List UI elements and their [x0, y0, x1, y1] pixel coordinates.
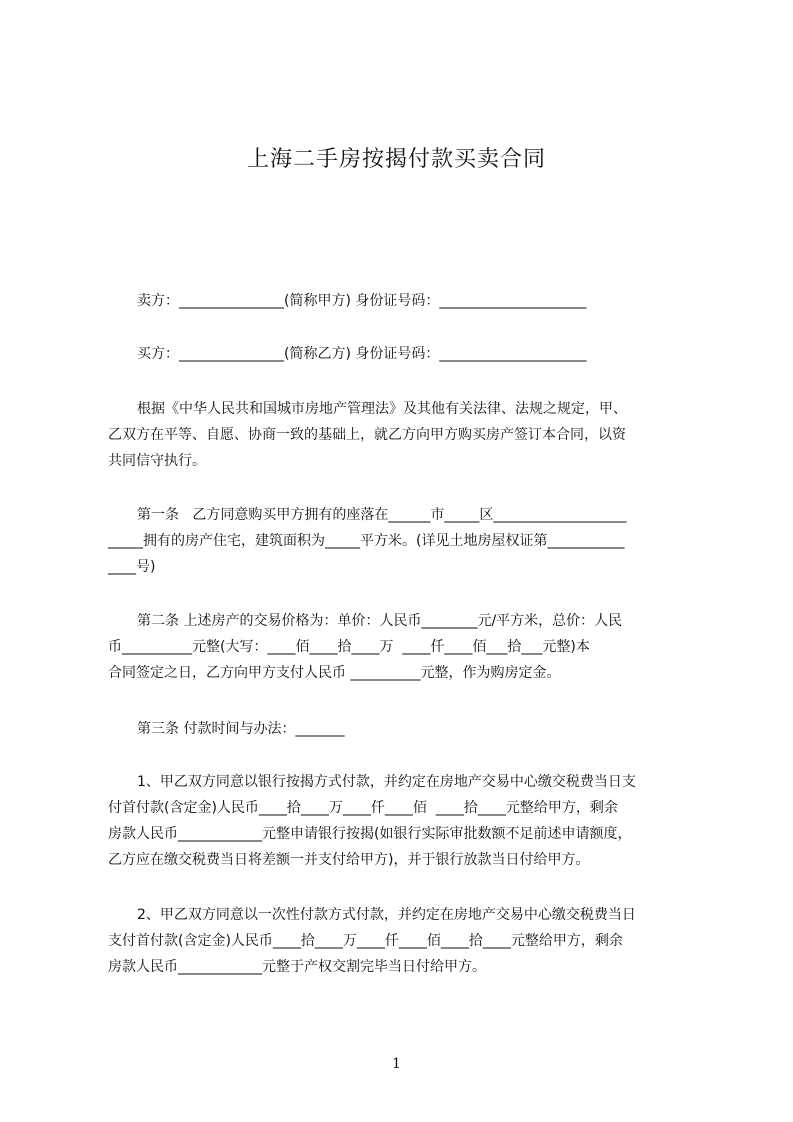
clause2-line: 支付首付款(含定金)人民币____拾____万____仟____佰____拾____元整给甲方，剩余	[108, 933, 623, 949]
clause1-line: 1、甲乙双方同意以银行按揭方式付款，并约定在房地产交易中心缴交税费当日支	[137, 774, 636, 790]
article2-line: 币__________元整(大写：____佰____拾____万 ____仟____佰___拾___元整)本	[108, 639, 590, 655]
article1-line: _____拥有的房产住宅，建筑面积为_____平方米。(详见土地房屋权证第___________	[108, 533, 625, 549]
preamble-line: 共同信守执行。	[108, 453, 206, 469]
clause1-line: 乙方应在缴交税费当日将差额一并支付给甲方)，并于银行放款当日付给甲方。	[108, 852, 590, 868]
preamble-line: 乙双方在平等、自愿、协商一致的基础上，就乙方向甲方购买房产签订本合同，以资	[108, 427, 626, 443]
article2-line: 第二条 上述房产的交易价格为：单价：人民币________元/平方米，总价：人民	[137, 613, 623, 629]
seller-line: 卖方：_______________(简称甲方) 身份证号码：_____________________	[137, 293, 587, 309]
preamble-line: 根据《中华人民共和国城市房地产管理法》及其他有关法律、法规之规定，甲、	[137, 401, 627, 417]
page-number: 1	[392, 1056, 401, 1072]
article1-line: 第一条 乙方同意购买甲方拥有的座落在______市_____区___________________	[137, 507, 627, 523]
article3-line: 第三条 付款时间与办法：_______	[137, 721, 345, 737]
clause1-line: 房款人民币____________元整申请银行按揭(如银行实际审批数额不足前述申请额度，	[108, 826, 632, 842]
article1-line: ____号)	[108, 559, 156, 575]
clause2-line: 房款人民币____________元整于产权交割完毕当日付给甲方。	[108, 959, 486, 975]
document-title: 上海二手房按揭付款买卖合同	[246, 147, 546, 172]
clause1-line: 付首付款(含定金)人民币____拾____万____仟____佰 ____拾____元整给甲方，剩余	[108, 800, 618, 816]
article2-line: 合同签定之日，乙方向甲方支付人民币 __________元整，作为购房定金。	[108, 665, 561, 681]
buyer-line: 买方：_______________(简称乙方) 身份证号码：_____________________	[137, 346, 587, 362]
clause2-line: 2、甲乙双方同意以一次性付款方式付款，并约定在房地产交易中心缴交税费当日	[137, 907, 636, 923]
